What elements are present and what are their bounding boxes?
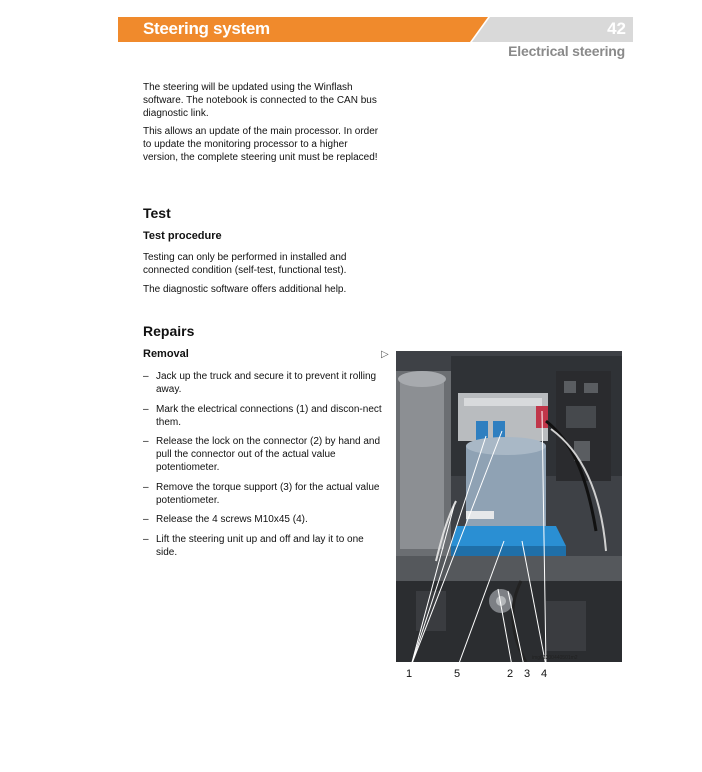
image-code: img61200440501m2 (532, 655, 578, 661)
callout-5: 5 (454, 668, 461, 680)
removal-subheading: Removal (143, 348, 189, 360)
callout-1: 1 (406, 668, 413, 680)
section-subtitle: Electrical steering (508, 43, 625, 59)
removal-steps-list (143, 370, 383, 565)
test-paragraph-2: The diagnostic software offers additional help. (143, 284, 347, 295)
removal-step: – Remove the torque support (3) for the actual value potentiometer. (143, 481, 383, 507)
figure-pointer-icon: ▷ (381, 349, 389, 360)
callout-4: 4 (541, 668, 548, 680)
removal-step: – Jack up the truck and secure it to prevent it rolling away. (143, 370, 383, 396)
repairs-heading: Repairs (143, 323, 195, 339)
callout-3: 3 (524, 668, 531, 680)
removal-step: – Release the 4 screws M10x45 (4). (143, 513, 383, 526)
removal-step: – Mark the electrical connections (1) and discon-nect them. (143, 403, 383, 429)
intro-paragraph-1: The steering will be updated using the Winflash software. The notebook is connected to the CAN bus diagnostic link. (143, 82, 377, 119)
removal-step: – Release the lock on the connector (2) by hand and pull the connector out of the actual value potentiometer. (143, 435, 383, 474)
test-procedure-subheading: Test procedure (143, 230, 222, 242)
test-heading: Test (143, 205, 171, 221)
section-title: Steering system (143, 19, 270, 38)
removal-step: – Lift the steering unit up and off and lay it to one side. (143, 533, 383, 559)
steering-unit-photo (396, 351, 622, 662)
test-paragraph-1: Testing can only be performed in installed and connected condition (self-test, functional test). (143, 252, 347, 276)
intro-paragraph-2: This allows an update of the main processor. In order to update the monitoring processor to a higher version, the complete steering unit must be replaced! (143, 126, 379, 163)
page-number: 42 (607, 19, 626, 38)
callout-2: 2 (507, 668, 514, 680)
